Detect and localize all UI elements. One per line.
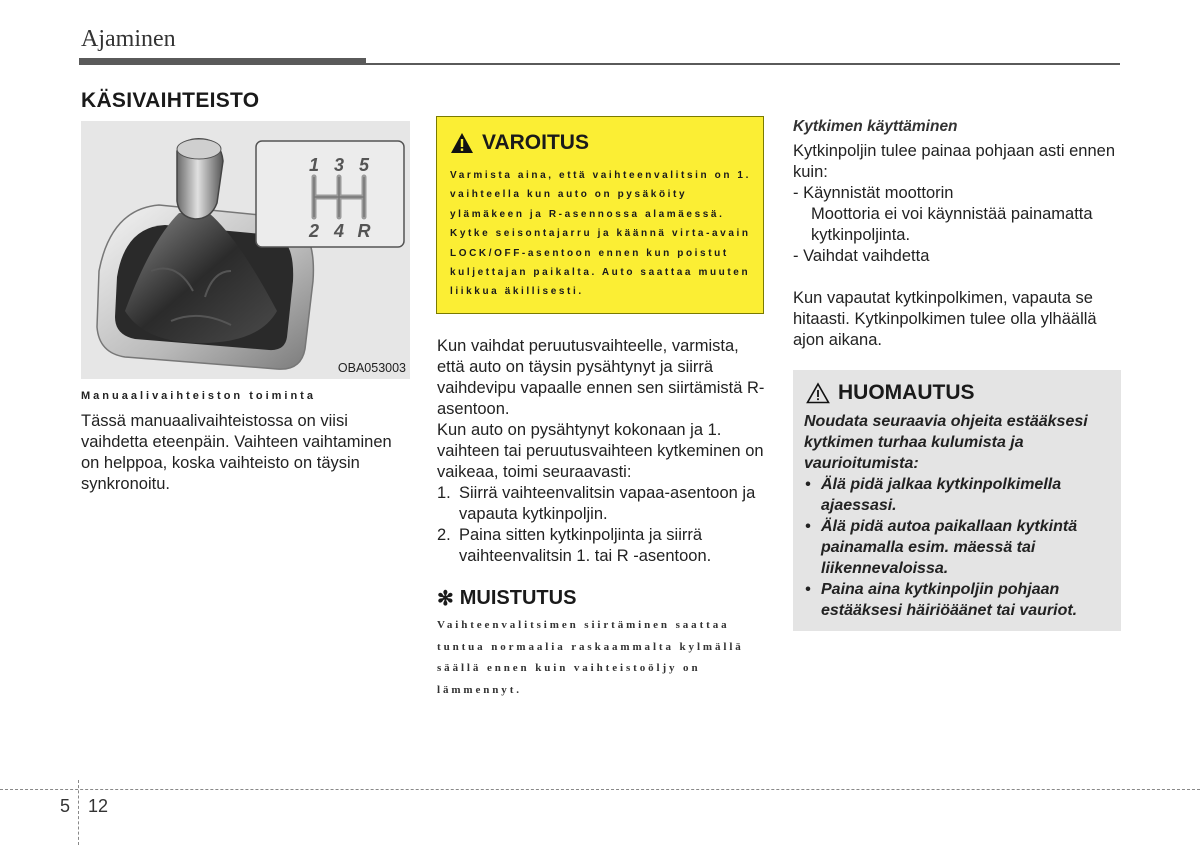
col3-item-1-detail: Moottoria ei voi käynnistää painamatta kytkinpoljinta.: [811, 205, 1093, 244]
list-text: Paina aina kytkinpoljin pohjaan estääksesi häiriöäänet tai vauriot.: [821, 581, 1078, 619]
list-text: Älä pidä jalkaa kytkinpolkimella ajaessasi.: [821, 476, 1062, 514]
col3-content: [793, 141, 1121, 351]
gear-label-2: 2: [308, 221, 320, 241]
spacer: [793, 267, 1121, 288]
list-text: Älä pidä autoa paikallaan kytkintä painamalla esim. mäessä tai liikennevaloissa.: [821, 518, 1078, 577]
gear-label-3: 3: [333, 155, 345, 175]
notice-title: HUOMAUTUS: [838, 381, 975, 404]
list-number: 2.: [437, 526, 451, 544]
col2-content: [437, 336, 765, 567]
list-item: [804, 474, 1114, 516]
asterisk-icon: ✻: [437, 588, 454, 610]
header-rule-thick: [79, 58, 366, 65]
warning-triangle-icon: [450, 132, 474, 154]
figure-caption: Manuaalivaihteiston toiminta: [81, 390, 316, 402]
footer-vertical-divider: [78, 780, 79, 845]
list-text: Paina sitten kytkinpoljinta ja siirrä vaihteenvalitsin 1. tai R -asentoon.: [459, 526, 712, 565]
warning-body: Varmista aina, että vaihteenvalitsin on 1. vaihteella kun auto on pysäköity ylämäkeen ja R-asennossa alamäessä. Kytke seisontajarru ja käännä virta-avain LOCK/OFF-asentoon ennen kun poistut kuljettajan paikalta. Auto saattaa muuten liikkua äkillisesti.: [450, 170, 751, 298]
header-rule-thin: [366, 63, 1120, 65]
notice-intro: Noudata seuraavia ohjeita estääksesi kytkimen turhaa kulumista ja vaurioitumista:: [804, 413, 1088, 472]
list-text: Siirrä vaihteenvalitsin vapaa-asentoon ja vapauta kytkinpoljin.: [459, 484, 756, 523]
page-number: 12: [88, 796, 109, 816]
gear-label-4: 4: [333, 221, 345, 241]
col3-paragraph-2: Kun vapautat kytkinpolkimen, vapauta se hitaasti. Kytkinpolkimen tulee olla ylhäällä ajon aikana.: [793, 289, 1097, 349]
footer-divider: [0, 789, 1200, 790]
warning-heading: [450, 131, 589, 155]
col3-intro: Kytkinpoljin tulee painaa pohjaan asti ennen kuin:: [793, 142, 1115, 181]
list-number: 1.: [437, 484, 451, 502]
gear-label-r: R: [357, 221, 371, 241]
gear-knob-illustration: [81, 121, 410, 379]
gearshift-figure: [81, 121, 410, 379]
note-heading: [437, 586, 576, 611]
bullet-marker: •: [805, 581, 811, 598]
running-title: Ajaminen: [81, 26, 176, 52]
warning-title: VAROITUS: [482, 131, 589, 154]
list-item: [804, 516, 1114, 579]
notice-box: [793, 370, 1121, 631]
clutch-subheading: Kytkimen käyttäminen: [793, 118, 958, 135]
list-item: [437, 525, 765, 567]
notice-body: [804, 411, 1114, 621]
list-item: [437, 483, 765, 525]
note-title: MUISTUTUS: [459, 587, 577, 609]
section-title: KÄSIVAIHTEISTO: [81, 89, 260, 112]
bullet-marker: •: [805, 518, 811, 535]
col2-paragraph-1: Kun vaihdat peruutusvaihteelle, varmista, että auto on täysin pysähtynyt ja siirrä vaihdevipu vapaalle ennen sen siirtämistä R-asentoon.: [437, 337, 765, 418]
gear-label-1: 1: [308, 155, 320, 175]
warning-box: [436, 116, 764, 314]
col1-body: Tässä manuaalivaihteistossa on viisi vaihdetta eteenpäin. Vaihteen vaihtaminen on helppoa, koska vaihteisto on täysin synkronoitu.: [81, 412, 392, 493]
caution-triangle-icon: [806, 382, 830, 404]
gear-label-5: 5: [358, 155, 370, 175]
bullet-marker: •: [805, 476, 811, 493]
note-body: Vaihteenvalitsimen siirtäminen saattaa tuntua normaalia raskaammalta kylmällä säällä ennen kuin vaihteistoöljy on lämmennyt.: [437, 619, 744, 696]
figure-code: OBA053003: [337, 361, 406, 375]
col2-paragraph-2: Kun auto on pysähtynyt kokonaan ja 1. vaihteen tai peruutusvaihteen kytkeminen on vaikeaa, toimi seuraavasti:: [437, 421, 764, 481]
list-item: [804, 579, 1114, 621]
col3-item-1: - Käynnistät moottorin: [793, 184, 954, 202]
notice-heading: [806, 381, 975, 405]
col3-item-2: - Vaihdat vaihdetta: [793, 247, 930, 265]
section-number: 5: [60, 796, 71, 816]
